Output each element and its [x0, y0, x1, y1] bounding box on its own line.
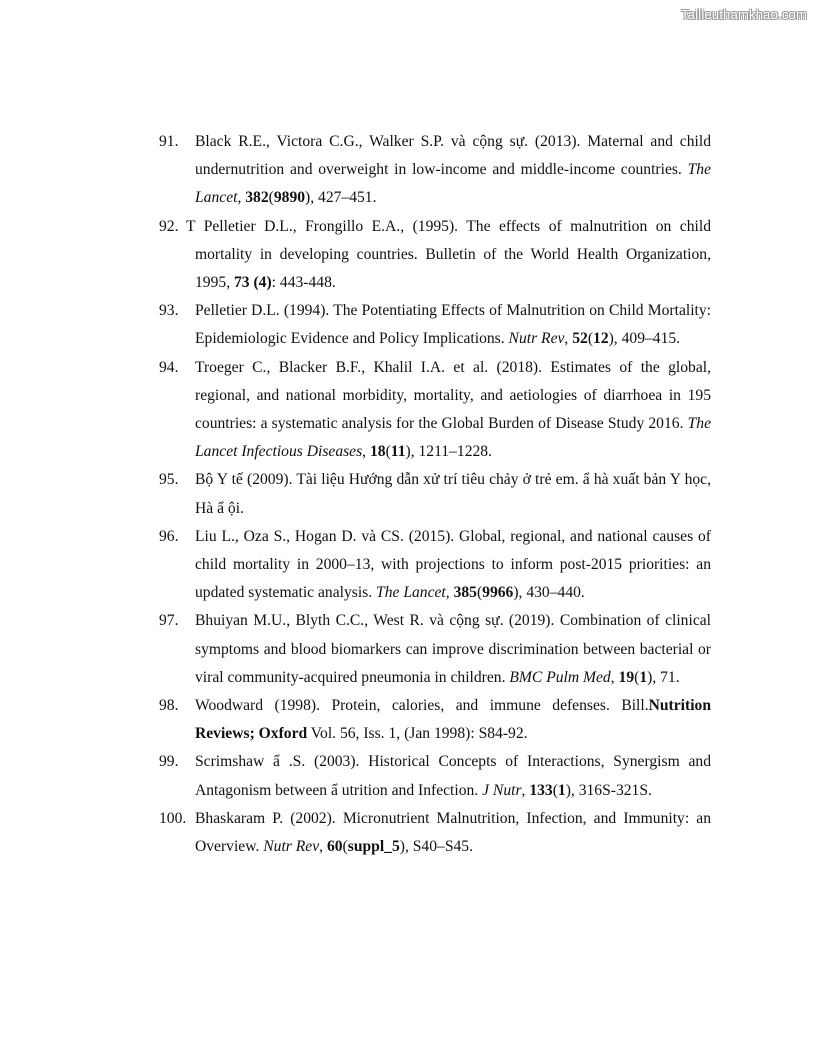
reference-item [159, 466, 711, 522]
reference-segment: T Pelletier D.L., Frongillo E.A., (1995). The effects of malnutrition on child mortality in developing countries. Bulletin of the World Health Organization, 1995, [186, 217, 711, 292]
reference-journal-title: The Lancet [376, 584, 446, 602]
reference-number: 94. [159, 358, 179, 376]
reference-journal-title: The Lancet [195, 161, 711, 207]
reference-segment: ( [634, 668, 640, 686]
reference-text [195, 528, 711, 601]
reference-bold-segment: 52 [572, 330, 588, 348]
reference-segment: ), 409–415. [608, 330, 681, 348]
reference-bold-segment: 382 [245, 189, 269, 207]
reference-bold-segment: 12 [593, 330, 609, 348]
reference-bold-segment: 9890 [273, 189, 306, 207]
reference-segment: , [445, 584, 454, 602]
reference-segment: , [362, 443, 370, 461]
reference-segment: Woodward (1998). Protein, calories, and immune defenses. Bill. [195, 697, 649, 715]
reference-segment: , [521, 781, 530, 799]
reference-text [195, 471, 711, 516]
reference-segment: ( [268, 189, 274, 207]
reference-journal-title: Nutr Rev [508, 330, 565, 348]
reference-item [159, 128, 711, 213]
reference-item [159, 748, 711, 804]
reference-segment: ( [552, 781, 558, 799]
reference-segment: ), 430–440. [513, 584, 585, 602]
reference-segment: ( [342, 838, 348, 856]
reference-number: 99. [159, 753, 179, 771]
reference-bold-segment: suppl_5 [347, 838, 400, 856]
reference-item [159, 523, 711, 608]
reference-segment: ), 1211–1228. [405, 443, 492, 461]
reference-segment: ( [385, 443, 391, 461]
reference-segment: ), 316S-321S. [565, 781, 652, 799]
reference-segment: , [564, 330, 573, 348]
reference-segment: Bhaskaram P. (2002). Micronutrient Malnutrition, Infection, and Immunity: an Overview. [195, 809, 711, 856]
reference-text [195, 810, 711, 855]
reference-segment: , [237, 189, 246, 207]
reference-segment: Liu L., Oza S., Hogan D. và CS. (2015). Global, regional, and national causes of child mortality in 2000–13, with projections to inform post-2015 priorities: an updated systematic analysis. [195, 527, 711, 602]
reference-bold-segment: 1 [639, 668, 648, 686]
reference-journal-title: The Lancet Infectious Diseases [195, 415, 711, 461]
reference-text [195, 753, 711, 798]
reference-number: 92. [159, 217, 179, 235]
reference-text [195, 612, 711, 685]
reference-bold-segment: 73 (4) [233, 274, 272, 292]
reference-number: 96. [159, 527, 179, 545]
reference-bold-segment: 9966 [482, 584, 514, 602]
reference-segment: Bhuiyan M.U., Blyth C.C., West R. và cộng sự. (2019). Combination of clinical symptoms and blood biomarkers can improve discrimination between bacterial or viral community-acquired pneumonia in children. [195, 612, 711, 686]
reference-segment: : 443-448. [271, 274, 336, 292]
reference-segment: ( [476, 584, 483, 602]
reference-number: 100. [159, 809, 187, 827]
reference-bold-segment: 1 [557, 781, 566, 799]
reference-item [159, 213, 711, 298]
reference-segment: Bộ Y tế (2009). Tài liệu Hướng dẫn xử trí tiêu chảy ở trẻ em. ẩ hà xuất bản Y học, Hà ẩ ội. [195, 471, 711, 517]
reference-bold-segment: 19 [618, 668, 635, 686]
reference-number: 97. [159, 612, 179, 630]
reference-journal-title: BMC Pulm Med [509, 668, 611, 686]
reference-bold-segment: 18 [369, 443, 386, 461]
reference-number: 91. [159, 133, 179, 150]
reference-bold-segment: Nutrition Reviews; Oxford [195, 697, 711, 743]
reference-item [159, 692, 711, 748]
reference-text [195, 359, 711, 461]
reference-item [159, 354, 711, 467]
reference-segment: Vol. 56, Iss. 1, (Jan 1998): S84-92. [307, 725, 528, 743]
reference-segment: Pelletier D.L. (1994). The Potentiating Effects of Malnutrition on Child Mortality: Epidemiologic Evidence and Policy Implications. [195, 302, 711, 348]
reference-segment: Troeger C., Blacker B.F., Khalil I.A. et al. (2018). Estimates of the global, regional, and national morbidity, mortality, and aetiologies of diarrhoea in 195 countries: a systematic analysis for the Global Burden of Disease Study 2016. [195, 358, 711, 433]
reference-bold-segment: 133 [529, 781, 553, 799]
reference-item [159, 607, 711, 692]
reference-journal-title: J Nutr [482, 781, 522, 799]
reference-number: 93. [159, 302, 179, 320]
reference-number: 95. [159, 471, 179, 489]
reference-bold-segment: 60 [326, 838, 343, 856]
reference-bold-segment: 385 [453, 584, 477, 602]
reference-segment: , [610, 668, 619, 686]
reference-text [195, 302, 711, 347]
watermark: Tailieuthamkhao.com [681, 7, 807, 22]
reference-segment: ( [587, 330, 594, 348]
reference-text [195, 133, 711, 206]
reference-number: 98. [159, 697, 179, 715]
reference-text [186, 213, 711, 298]
reference-journal-title: Nutr Rev [263, 838, 320, 856]
reference-segment: Scrimshaw ẩ .S. (2003). Historical Concepts of Interactions, Synergism and Antagonism between ẩ utrition and Infection. [195, 753, 711, 799]
reference-text [195, 697, 711, 742]
reference-item [159, 297, 711, 353]
reference-segment: Black R.E., Victora C.G., Walker S.P. và cộng sự. (2013). Maternal and child undernutrition and overweight in low-income and middle-income countries. [195, 133, 711, 179]
reference-item [159, 805, 711, 861]
reference-bold-segment: 11 [390, 443, 406, 461]
reference-segment: ), 71. [647, 668, 680, 686]
reference-segment: ), 427–451. [305, 189, 377, 207]
reference-segment: , [319, 838, 327, 856]
reference-list [159, 128, 711, 861]
reference-segment: ), S40–S45. [399, 838, 473, 856]
